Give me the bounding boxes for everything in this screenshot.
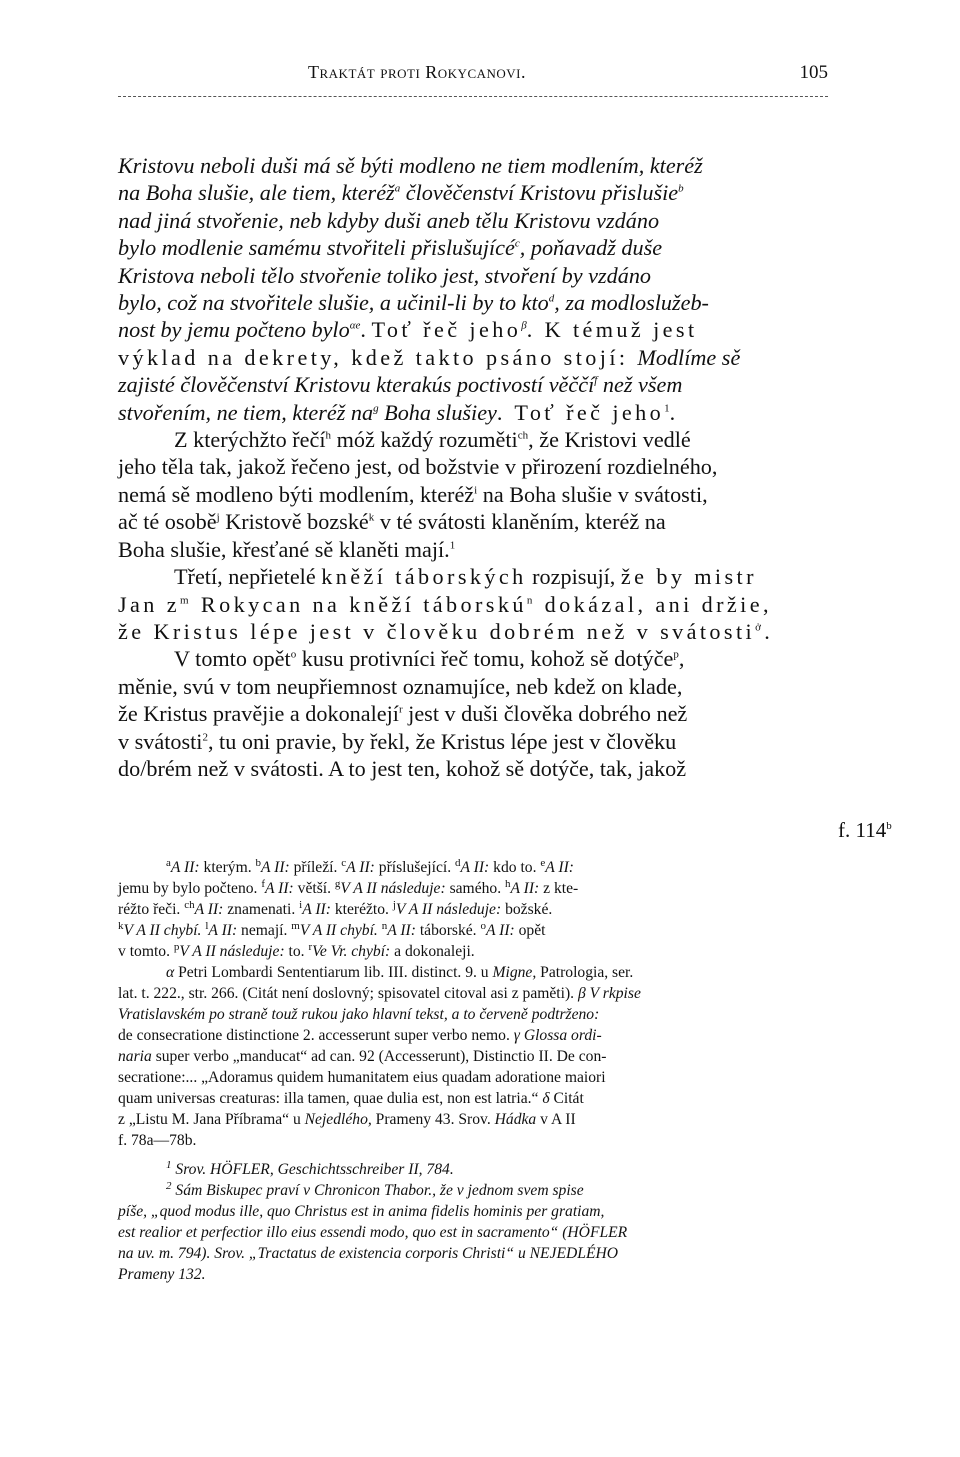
text-line: Boha slušie, křesťané sě klaněti mají.$^1$	[118, 536, 456, 562]
text-line: do/brém než v svátosti. A to jest ten, kohož sě dotýče, tak, jakož	[118, 755, 687, 781]
note-line: α Petri Lombardi Sententiarum lib. III. distinct. 9. u Migne, Patrologia, ser.	[166, 964, 634, 981]
text-line: Jan $z^m$ Rokycan na kněží táborskú$^n$ dokázal, ani držie,	[118, 591, 772, 617]
note-line: naria super verbo „manducat“ ad can. 92 (Accesserunt), Distinctio II. De con-	[118, 1048, 607, 1065]
note-line: est realior et perfectior illo eius essendi modo, quo est in sacramento“ (HÖFLER	[118, 1224, 628, 1241]
text-line: Třetí, nepřietelé kněží táborských rozpisují, že by mistr	[174, 564, 757, 590]
note-line: Vratislavském po straně touž rukou jako hlavní tekst, a to červeně podtrženo:	[118, 1006, 600, 1023]
text-line: Kristova neboli tělo stvořenie toliko jest, stvoření by vzdáno	[118, 262, 652, 288]
note-line: na uv. m. 794). Srov. „Tractatus de existencia corporis Christi“ u NEJEDLÉHO	[118, 1245, 618, 1262]
text-line: bylo modlenie samému stvořiteli přislušujícé$^c$, poňavadž duše	[118, 235, 663, 261]
running-title: Traktát proti Rokycanovi.	[308, 62, 526, 82]
text-line: že Kristus pravějie a dokonalejí$^r$ jest v duši člověka dobrého než	[118, 701, 688, 727]
note-line: $^1$ Srov. HÖFLER, Geschichtsschreiber II, 784.	[166, 1158, 454, 1178]
main-text	[118, 152, 828, 782]
text-line: na Boha slušie, ale tiem, kteréž$^a$ člověčenství Kristovu přislušie$^b$	[118, 180, 684, 206]
note-line: $^a$A II: kterým. $^b$A II: příleží. $^c$A II: příslušející. $^d$A II: kdo to. $^e$A II:	[166, 856, 574, 876]
text-line: stvořením, ne tiem, kteréž $na^g$ Boha slušiey. Toť řeč jeho$^1$.	[118, 399, 676, 425]
text-line: zajisté člověčenství Kristovu kterakús poctivostí věččí$^f$ než všem	[118, 372, 683, 398]
note-gap	[118, 1151, 828, 1159]
footnotes	[118, 857, 828, 1285]
text-line: měnie, svú v tom neupřiemnost oznamujíce, neb kdež on klade,	[118, 673, 683, 699]
text-line: nad jiná stvořenie, neb kdyby duši aneb tělu Kristovu vzdáno	[118, 207, 660, 233]
note-line: Prameny 132.	[118, 1266, 206, 1283]
text-line: Kristovu neboli duši má sě býti modleno ne tiem modlením, kteréž	[118, 153, 703, 178]
folio-margin-note: f. 114$^b$	[838, 818, 892, 842]
note-line: f. 78a—78b.	[118, 1132, 197, 1149]
text-line: jeho těla tak, jakož řečeno jest, od božstvie v přirození rozdielného,	[118, 454, 718, 480]
note-line: z „Listu M. Jana Příbrama“ u Nejedlého, Prameny 43. Srov. Hádka v A II	[118, 1111, 576, 1128]
text-line: bylo, což na stvořitele slušie, a učinil-li by to kto$^d$, za modloslužeb-	[118, 290, 709, 316]
text-line: ač té osobě$^j$ Kristově bozské$^k$ v té svátosti klaněním, kteréž na	[118, 509, 666, 535]
note-line: jemu by bylo počteno. $^f$A II: větší. $^g$V A II následuje: samého. $^h$A II: z kte-	[118, 877, 579, 897]
text-line: nost by jemu počteno bylo$^{\alpha e}$. Toť řeč jeho$^\beta$. K témuž jest	[118, 317, 698, 343]
note-line: réžto řeči. $^{ch}$A II: znamenati. $^i$A II: kteréžto. $^j$V A II následuje: božské.	[118, 898, 553, 918]
page-header	[118, 62, 828, 88]
text-line: nemá sě modleno býti modlením, kteréž$^i$ na Boha slušie v svátosti,	[118, 481, 708, 507]
page-number: 105	[799, 62, 828, 83]
text-line: Z kterýchžto řečí$^h$ móž každý rozuměti$^{ch}$, že Kristovi vedlé	[174, 427, 691, 453]
text-line: V tomto opět$^o$ kusu protivníci řeč tomu, kohož sě dotýče$^p$,	[174, 646, 685, 672]
text-line: v svátosti$^2$, tu oni pravie, by řekl, že Kristus lépe jest v člověku	[118, 728, 677, 754]
note-line: quam universas creaturas: illa tamen, quae dulia est, non est latria.“ δ Citát	[118, 1090, 584, 1107]
note-line: secratione:... „Adoramus quidem humanitatem eius quadam adoratione maiori	[118, 1069, 606, 1086]
note-line: lat. t. 222., str. 266. (Citát není doslovný; spisovatel citoval asi z paměti). β V rkpise	[118, 985, 641, 1002]
text-line: výklad na dekrety, kdež takto psáno stojí: Modlíme sě	[118, 344, 741, 370]
note-line: $^k$V A II chybí. $^l$A II: nemají. $^m$V A II chybí. $^n$A II: táborské. $^o$A II: opět	[118, 919, 546, 939]
text-line: že Kristus lépe jest v člověku dobrém než v svátosti$^ở$.	[118, 618, 774, 644]
note-line: $^2$ Sám Biskupec praví v Chronicon Thabor., že v jednom svem spise	[166, 1179, 584, 1199]
note-line: píše, „quod modus ille, quo Christus est in anima fidelis hominis per gratiam,	[118, 1203, 605, 1220]
note-line: de consecratione distinctione 2. accesserunt super verbo nemo. γ Glossa ordi-	[118, 1027, 602, 1044]
note-line: v tomto. $^p$V A II následuje: to. $^r$Ve Vr. chybí: a dokonaleji.	[118, 940, 475, 960]
header-rule	[118, 96, 828, 97]
